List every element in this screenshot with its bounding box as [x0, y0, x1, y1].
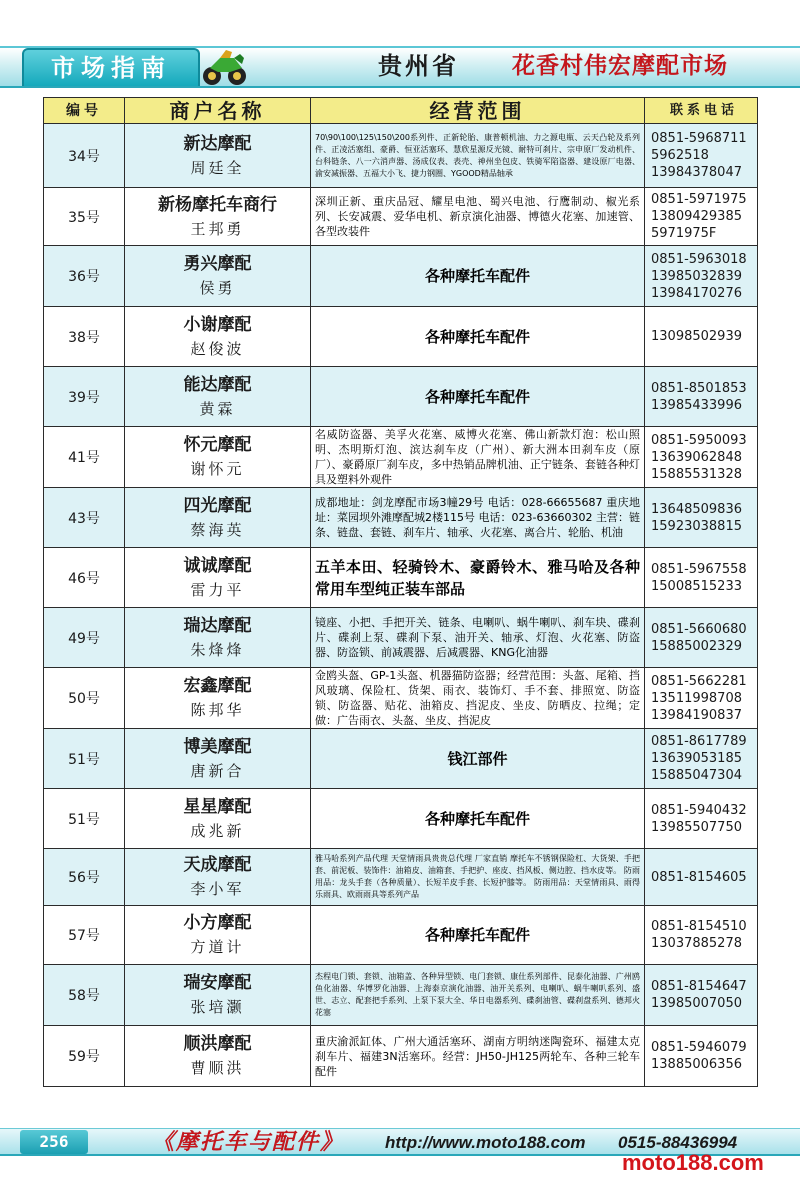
cell-phone: [645, 906, 758, 965]
cell-name: [125, 427, 311, 488]
owner-name: 王邦勇: [190, 219, 245, 238]
phone-number: 13639062848: [651, 449, 742, 465]
phone-number: 13984170276: [651, 285, 742, 301]
phone-number: 13985007050: [651, 996, 742, 1011]
column-header-no: 编号: [44, 98, 125, 124]
shop-name: 新达摩配: [183, 133, 252, 154]
cell-name: [125, 1026, 311, 1087]
page-number: 256: [39, 1132, 69, 1151]
cell-phone: [645, 124, 758, 188]
cell-name: [125, 367, 311, 427]
motorcycle-icon: [200, 44, 248, 88]
table-row: [44, 1026, 758, 1087]
table-row: [44, 124, 758, 188]
cell-no: 41号: [44, 427, 125, 488]
cell-no: 49号: [44, 608, 125, 668]
table-row: [44, 729, 758, 789]
phone-number: 13985032839: [651, 268, 742, 284]
cell-phone: [645, 427, 758, 488]
magazine-title: 《摩托车与配件》: [152, 1130, 345, 1155]
phone-number: 5962518: [651, 148, 709, 163]
phone-number: 13885006356: [651, 1057, 742, 1072]
phone-number: 15885531328: [651, 466, 742, 482]
owner-name: 李小军: [190, 880, 245, 898]
phone-number: 0851-8154647: [651, 979, 747, 994]
cell-scope: 镜座、小把、手把开关、链条、电喇叭、蜗牛喇叭、刹车块、碟刹片、碟刹上泵、碟刹下泵、油开关、轴承、灯泡、火花塞、防盗器、防盗锁、前减震器、后减震器、KNG化油器: [311, 608, 645, 668]
table-row: [44, 906, 758, 965]
table-body: [44, 124, 758, 1087]
cell-name: [125, 488, 311, 548]
phone-number: 0851-8501853: [651, 380, 747, 396]
cell-phone: [645, 789, 758, 849]
cell-phone: [645, 188, 758, 246]
province-label: 贵州省: [378, 51, 459, 80]
phone-number: 0851-5963018: [651, 251, 747, 267]
page-header: [0, 0, 800, 96]
cell-phone: [645, 849, 758, 906]
owner-name: 张培灏: [190, 998, 245, 1016]
table-row: [44, 307, 758, 367]
cell-phone: [645, 608, 758, 668]
phone-number: 15885002329: [651, 638, 742, 654]
table-row: [44, 246, 758, 307]
cell-no: 46号: [44, 548, 125, 608]
phone-number: 0851-5968711: [651, 131, 747, 146]
shop-name: 四光摩配: [183, 495, 252, 516]
cell-no: 39号: [44, 367, 125, 427]
cell-no: 51号: [44, 789, 125, 849]
cell-phone: [645, 965, 758, 1026]
phone-number: 0851-5967558: [651, 561, 747, 577]
owner-name: 唐新合: [190, 761, 245, 780]
cell-scope: 成都地址：剑龙摩配市场3幢29号 电话：028-66655687 重庆地址：菜园坝外滩摩配城2楼115号 电话：023-63660302 主营：链条、链盘、套链、刹车片、轴承、火花塞、离合片、轮胎、机油: [311, 488, 645, 548]
column-header-phone: 联系电话: [645, 98, 758, 124]
phone-number: 13037885278: [651, 936, 742, 951]
cell-name: [125, 608, 311, 668]
phone-number: 13648509836: [651, 501, 742, 517]
phone-number: 0851-5660680: [651, 621, 747, 637]
cell-scope: 各种摩托车配件: [311, 307, 645, 367]
section-title: 市场指南: [51, 53, 171, 82]
phone-number: 13985433996: [651, 397, 742, 413]
table-row: [44, 965, 758, 1026]
owner-name: 陈邦华: [190, 701, 245, 719]
cell-scope: 名威防盗器、美孚火花塞、威博火花塞、佛山新款灯泡：松山照明、杰明斯灯泡、滨达刹车皮（广州）、新大洲本田刹车皮（原厂）、豪爵原厂刹车皮，多中热销品牌机油、正宁链条、套链各种灯具及塑料外观件: [311, 427, 645, 488]
phone-number: 13809429385: [651, 209, 742, 224]
cell-scope: 雅马哈系列产品代理 天堂情雨具贵贵总代理 厂家直销 摩托车不锈钢保险杠、大货架、手把套、前泥板、装饰件：油箱皮、油箱套、手把护、座皮、挡风板、侧边腔、挡水皮等。 防雨用品：龙头手套（各种质量）、长短羊皮手套、长短护膝等。 防雨用品：天堂情雨具、雨得乐雨具、欧雨雨具等系列产品: [311, 849, 645, 906]
cell-no: 51号: [44, 729, 125, 789]
market-name: 花香村伟宏摩配市场: [512, 53, 728, 79]
cell-phone: [645, 367, 758, 427]
cell-no: 34号: [44, 124, 125, 188]
merchant-table-wrap: [43, 97, 757, 1087]
section-tab: [22, 48, 200, 86]
shop-name: 小方摩配: [183, 913, 252, 933]
phone-number: 13639053185: [651, 751, 742, 766]
cell-no: 57号: [44, 906, 125, 965]
owner-name: 谢怀元: [190, 460, 245, 478]
owner-name: 雷力平: [190, 580, 245, 599]
cell-name: [125, 668, 311, 729]
cell-no: 59号: [44, 1026, 125, 1087]
table-row: [44, 548, 758, 608]
cell-scope: 各种摩托车配件: [311, 789, 645, 849]
table-row: [44, 488, 758, 548]
cell-scope: 各种摩托车配件: [311, 246, 645, 307]
table-row: [44, 188, 758, 246]
shop-name: 勇兴摩配: [183, 254, 252, 274]
cell-phone: [645, 729, 758, 789]
shop-name: 星星摩配: [183, 796, 252, 817]
cell-name: [125, 548, 311, 608]
phone-number: 15923038815: [651, 518, 742, 534]
table-header-row: [44, 98, 758, 124]
cell-scope: 五羊本田、轻骑铃木、豪爵铃木、雅马哈及各种常用车型纯正装车部品: [311, 548, 645, 608]
phone-number: 0851-8617789: [651, 734, 747, 749]
phone-number: 13984378047: [651, 165, 742, 180]
table-row: [44, 608, 758, 668]
cell-phone: [645, 307, 758, 367]
cell-name: [125, 906, 311, 965]
table-row: [44, 849, 758, 906]
owner-name: 朱烽烽: [190, 640, 245, 659]
cell-name: [125, 246, 311, 307]
cell-no: 50号: [44, 668, 125, 729]
cell-name: [125, 789, 311, 849]
shop-name: 宏鑫摩配: [183, 676, 252, 696]
phone-number: 15885047304: [651, 768, 742, 783]
shop-name: 天成摩配: [183, 855, 252, 875]
table-row: [44, 668, 758, 729]
phone-number: 13511998708: [651, 690, 742, 706]
phone-number: 13098502939: [651, 329, 742, 344]
cell-phone: [645, 548, 758, 608]
cell-phone: [645, 488, 758, 548]
cell-scope: 重庆渝派缸体、广州大通活塞环、湖南方明纳迷陶瓷环、福建太克刹车片、福建3N活塞环。经营：JH50-JH125两轮车、各种三轮车配件: [311, 1026, 645, 1087]
phone-number: 0851-5946079: [651, 1040, 747, 1055]
cell-scope: 各种摩托车配件: [311, 367, 645, 427]
cell-name: [125, 729, 311, 789]
cell-no: 56号: [44, 849, 125, 906]
phone-number: 0851-8154605: [651, 869, 747, 885]
footer-phone: 0515-88436994: [618, 1133, 738, 1152]
shop-name: 瑞安摩配: [183, 973, 252, 993]
cell-scope: 杰程电门锁、套锁、油箱盖、各种异型锁、电门套锁、康仕系列部件、昆泰化油器、广州鸥鱼化油器、华博罗化油器、上海泰京演化油器、油开关系列、电喇叭、蜗牛喇叭系列、盛世、志立、配套把手系列、上泵下泵大全、华日电器系列、碟刹油管、碟刹盘系列、德邦火花塞: [311, 965, 645, 1026]
cell-scope: 各种摩托车配件: [311, 906, 645, 965]
shop-name: 诚诚摩配: [183, 555, 252, 576]
table-row: [44, 367, 758, 427]
cell-scope: 钱江部件: [311, 729, 645, 789]
cell-no: 38号: [44, 307, 125, 367]
cell-name: [125, 307, 311, 367]
phone-number: 0851-5950093: [651, 432, 747, 448]
cell-no: 43号: [44, 488, 125, 548]
phone-number: 0851-5662281: [651, 673, 747, 689]
phone-number: 13984190837: [651, 707, 742, 723]
cell-phone: [645, 1026, 758, 1087]
website-link[interactable]: http://www.moto188.com: [385, 1133, 586, 1152]
cell-name: [125, 965, 311, 1026]
table-row: [44, 427, 758, 488]
watermark: moto188.com: [622, 1150, 764, 1175]
cell-name: [125, 188, 311, 246]
shop-name: 博美摩配: [183, 736, 252, 757]
cell-scope: 70\90\100\125\150\200系列件、正新轮胎、康普顿机油、力之源电瓶、云天凸轮及系列件、正凌活塞组、豪爵、恒亚活塞环、慧欣星源反光镜、耐特可刹片、宗申原厂发动机件、台科链条、八一六消声器、汤成仪表、表壳、神州坐包皮、铁骑军陷盗器、建设原厂电器、渝安减振器、五福大小飞、捷力钢圈、YGOOD精品轴承: [311, 124, 645, 188]
phone-number: 15008515233: [651, 578, 742, 594]
cell-name: [125, 124, 311, 188]
owner-name: 赵俊波: [190, 339, 245, 358]
column-header-name: 商户名称: [125, 98, 311, 124]
shop-name: 瑞达摩配: [183, 615, 252, 636]
cell-no: 58号: [44, 965, 125, 1026]
cell-name: [125, 849, 311, 906]
phone-number: 5971975F: [651, 226, 717, 241]
phone-number: 0851-5940432: [651, 802, 747, 818]
merchant-table: [43, 97, 758, 1087]
cell-no: 35号: [44, 188, 125, 246]
cell-phone: [645, 246, 758, 307]
owner-name: 曹顺洪: [190, 1059, 245, 1077]
owner-name: 侯勇: [199, 279, 236, 297]
owner-name: 成兆新: [190, 821, 245, 840]
phone-number: 0851-5971975: [651, 192, 747, 207]
owner-name: 周廷全: [190, 158, 245, 177]
shop-name: 小谢摩配: [183, 314, 252, 335]
owner-name: 蔡海英: [190, 520, 245, 539]
column-header-scope: 经营范围: [311, 98, 645, 124]
cell-scope: 金鸥头盔、GP-1头盔、机器猫防盗器；经营范围：头盔、尾箱、挡风玻璃、保险杠、货架、雨衣、装饰灯、手不套、排照宽、防盗锁、防盗器、贴花、油箱皮、挡泥皮、坐皮、防晒皮、拉绳；定做：广告雨衣、头盔、坐皮、挡泥皮: [311, 668, 645, 729]
phone-number: 0851-8154510: [651, 919, 747, 934]
phone-number: 13985507750: [651, 819, 742, 835]
table-row: [44, 789, 758, 849]
cell-phone: [645, 668, 758, 729]
cell-scope: 深圳正新、重庆品冠、耀星电池、蜀兴电池、行鹰制动、椒光系列、长安减震、爱华电机、新京演化油器、博德火花塞、加速管、各型改装件: [311, 188, 645, 246]
shop-name: 顺洪摩配: [183, 1034, 252, 1054]
shop-name: 怀元摩配: [183, 435, 252, 455]
cell-no: 36号: [44, 246, 125, 307]
shop-name: 新杨摩托车商行: [158, 194, 277, 215]
owner-name: 方道计: [190, 938, 245, 956]
owner-name: 黄霖: [199, 399, 236, 418]
shop-name: 能达摩配: [183, 374, 252, 395]
